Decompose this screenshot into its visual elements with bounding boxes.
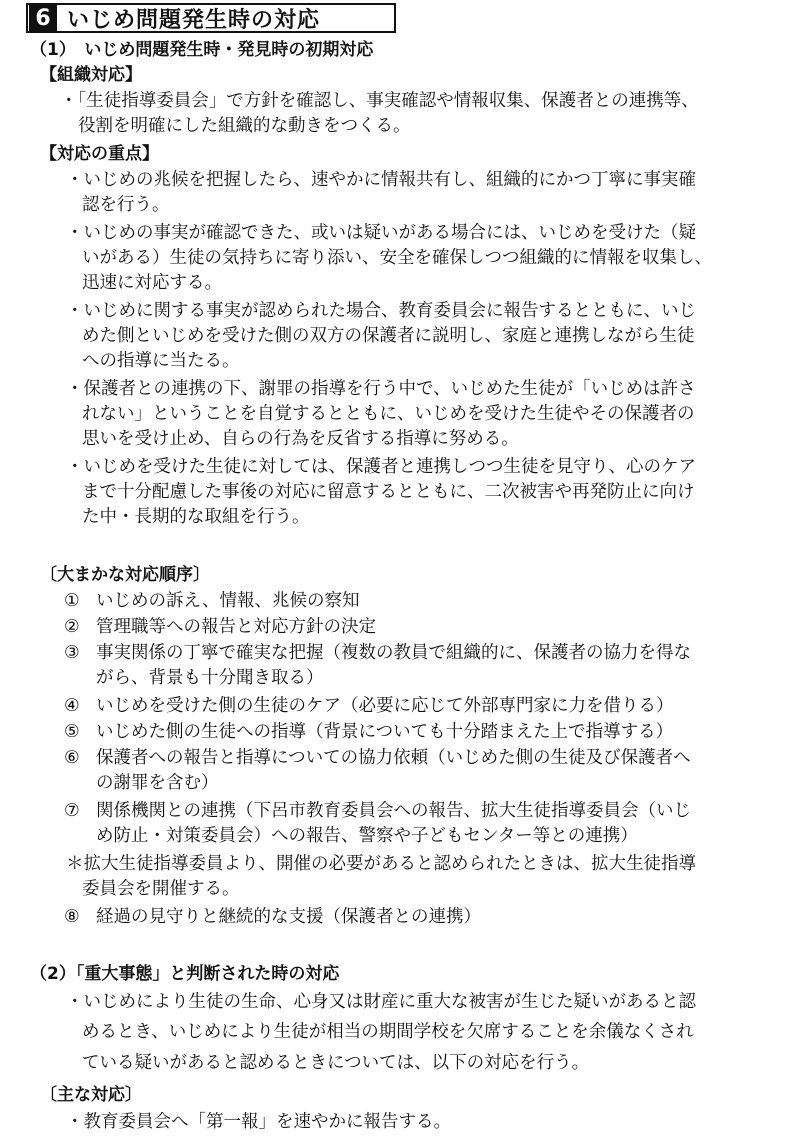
step-line: 保護者への報告と指導についての協力依頼（いじめた側の生徒及び保護者へ xyxy=(96,748,691,768)
section-number-badge: 6 xyxy=(29,5,57,31)
step-number: ④ xyxy=(64,696,80,716)
focus-bullet-line: ・いじめに関する事実が認められた場合、教育委員会に報告するとともに、いじ xyxy=(66,301,696,321)
focus-bullet-line: れない」ということを自覚するとともに、いじめを受けた生徒やその保護者の xyxy=(82,404,695,424)
step-line: いじめを受けた側の生徒のケア（必要に応じて外部専門家に力を借りる） xyxy=(96,696,674,716)
note-line: 委員会を開催する。 xyxy=(82,879,240,899)
focus-bullet-line: 迅速に対応する。 xyxy=(82,273,222,293)
step-line: 管理職等への報告と対応方針の決定 xyxy=(96,617,376,637)
focus-bullet-line: ・いじめの事実が確認できた、或いは疑いがある場合には、いじめを受けた（疑 xyxy=(66,223,696,243)
step-line: 関係機関との連携（下呂市教育委員会への報告、拡大生徒指導委員会（いじ xyxy=(96,801,691,821)
step-number: ⑥ xyxy=(64,748,80,768)
step-number: ③ xyxy=(64,643,80,663)
step-line: め防止・対策委員会）への報告、警察や子どもセンター等との連携） xyxy=(96,826,638,846)
focus-bullet-line: ・保護者との連携の下、謝罪の指導を行う中で、いじめた生徒が「いじめは許さ xyxy=(66,379,696,399)
step-line: いじめた側の生徒への指導（背景についても十分踏まえた上で指導する） xyxy=(96,722,674,742)
step-line: がら、背景も十分聞き取る） xyxy=(96,668,324,688)
focus-bullet-line: めた側といじめを受けた側の双方の保護者に説明し、家庭と連携しながら生徒 xyxy=(82,326,695,346)
step-line: いじめの訴え、情報、兆候の察知 xyxy=(96,591,360,611)
focus-bullet-line: いがある）生徒の気持ちに寄り添い、安全を確保しつつ組織的に情報を収集し、 xyxy=(82,248,712,268)
focus-bullet-line: への指導に当たる。 xyxy=(82,351,240,371)
serious-case-line: めるとき、いじめにより生徒が相当の期間学校を欠席することを余儀なくされ xyxy=(82,1022,694,1042)
step-line: 経過の見守りと継続的な支援（保護者との連携） xyxy=(96,907,481,927)
org-response-line: 役割を明確にした組織的な動きをつくる。 xyxy=(78,116,411,136)
note-line: ＊拡大生徒指導委員より、開催の必要があると認められたときは、拡大生徒指導 xyxy=(66,854,696,874)
subsection-2-heading: （2）「重大事態」と判断された時の対応 xyxy=(30,964,340,984)
response-order-label: 〔大まかな対応順序〕 xyxy=(40,565,210,585)
focus-bullet-line: 認を行う。 xyxy=(82,195,170,215)
main-response-line: ・教育委員会へ「第一報」を速やかに報告する。 xyxy=(66,1112,451,1132)
focus-bullet-line: た中・長期的な取組を行う。 xyxy=(82,507,310,527)
main-response-label: 〔主な対応〕 xyxy=(40,1085,142,1105)
serious-case-line: ている疑いがあると認めるときについては、以下の対応を行う。 xyxy=(82,1053,590,1073)
org-response-label: 【組織対応】 xyxy=(40,65,142,85)
focus-points-label: 【対応の重点】 xyxy=(40,144,159,164)
subsection-1-heading: （1） いじめ問題発生時・発見時の初期対応 xyxy=(30,40,374,60)
focus-bullet-line: まで十分配慮した事後の対応に留意するとともに、二次被害や再発防止に向け xyxy=(82,482,695,502)
focus-bullet-line: ・いじめを受けた生徒に対しては、保護者と連携しつつ生徒を見守り、心のケア xyxy=(66,457,696,477)
step-number: ① xyxy=(64,591,80,611)
step-number: ⑧ xyxy=(64,907,80,927)
step-number: ② xyxy=(64,617,80,637)
step-line: 事実関係の丁寧で確実な把握（複数の教員で組織的に、保護者の協力を得な xyxy=(96,643,691,663)
focus-bullet-line: 思いを受け止め、自らの行為を反省する指導に努める。 xyxy=(82,429,519,449)
focus-bullet-line: ・いじめの兆候を把握したら、速やかに情報共有し、組織的にかつ丁寧に事実確 xyxy=(66,170,696,190)
section-title: いじめ問題発生時の対応 xyxy=(67,7,321,33)
step-number: ⑦ xyxy=(64,801,80,821)
serious-case-line: ・いじめにより生徒の生命、心身又は財産に重大な被害が生じた疑いがあると認 xyxy=(66,992,696,1012)
section-title-box xyxy=(26,3,396,33)
org-response-line: ・「生徒指導委員会」で方針を確認し、事実確認や情報収集、保護者との連携等、 xyxy=(60,91,699,111)
step-number: ⑤ xyxy=(64,722,80,742)
step-line: の謝罪を含む） xyxy=(96,773,219,793)
